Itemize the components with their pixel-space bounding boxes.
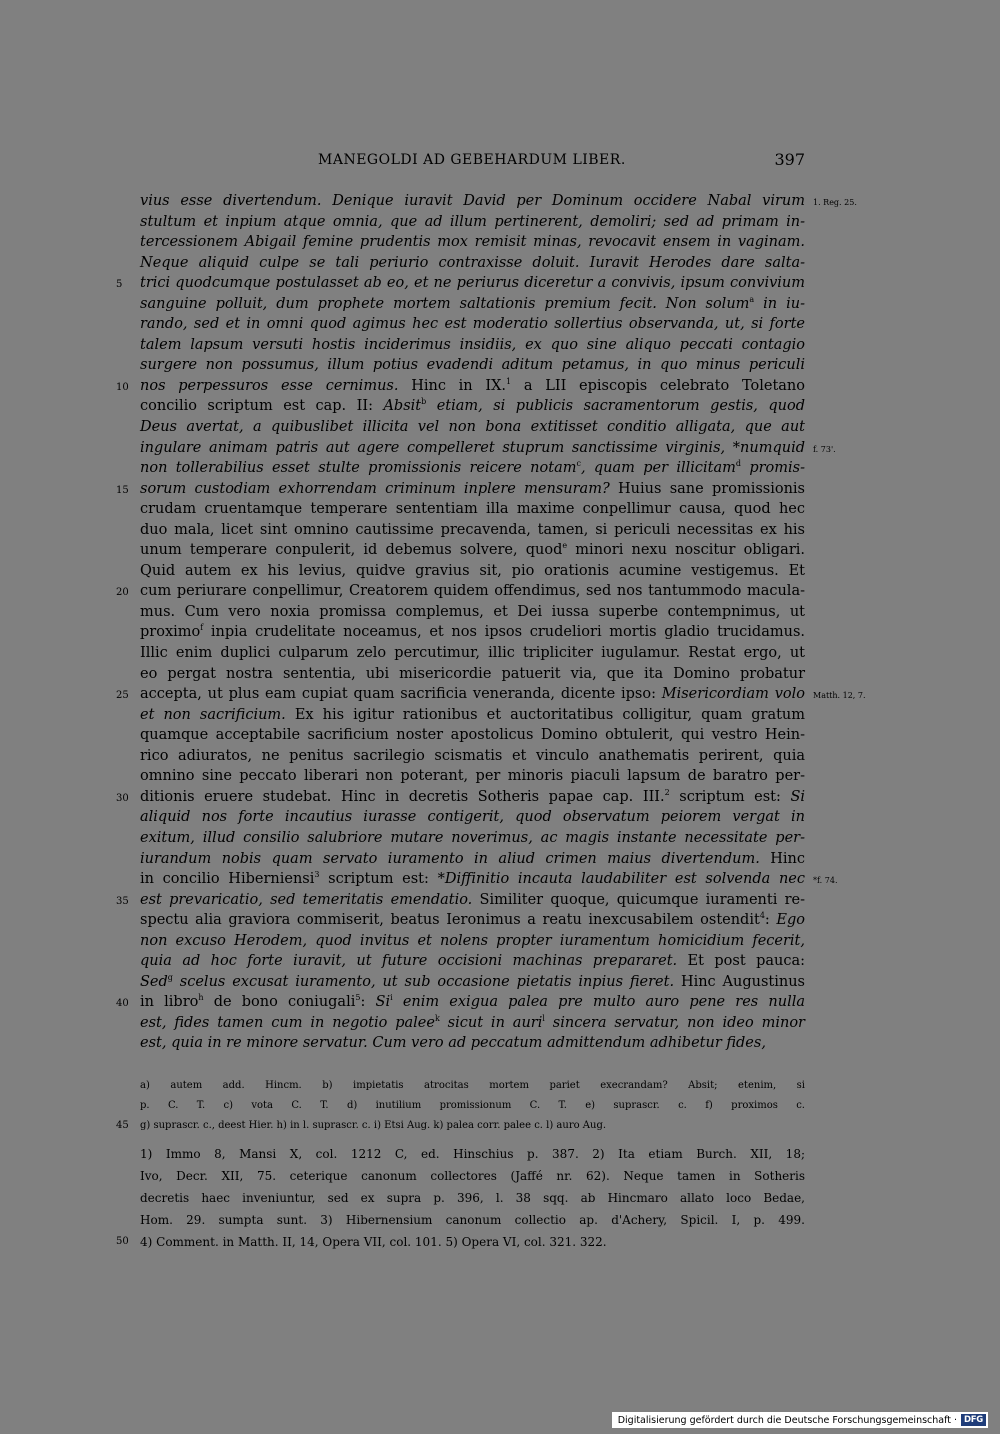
text-line [116,992,806,1013]
text-line [140,664,805,685]
text-segment: mus. Cum vero noxia promissa complemus, et Dei iussa superbe contempnimus, ut [140,603,805,620]
text-line [140,910,805,931]
line-number: 15 [116,484,129,496]
text-line [140,212,805,233]
text-segment: ingulare animam patris aut agere compelleret stuprum sanctissime virginis, *numquid [140,439,805,456]
text-segment: inpia crudelitate noceamus, et nos ipsos crudeliori mortis gladio trucidamus. [203,624,805,641]
text-line [140,191,857,212]
text-segment: scriptum est: [319,871,438,888]
text-line [116,684,866,705]
text-segment: rico adiuratos, ne penitus sacrilegio scismatis et vinculo anathematis perirent, quia [140,747,805,764]
text-segment: in iu- [754,295,805,312]
text-segment: : [764,912,777,929]
text-line [140,746,805,767]
footer-credit-text: Digitalisierung gefördert durch die Deutsche Forschungsgemeinschaft · [617,1414,958,1426]
text-line [140,417,805,438]
footnote-marker: g [167,972,173,982]
page-header [140,152,805,176]
line-number: 45 [116,1120,129,1131]
text-segment: unum temperare conpulerit, id debemus solvere, quod [140,542,563,559]
footnote-line-text: Ivo, Decr. XII, 75. ceterique canonum collectores (Jaffé nr. 62). Neque tamen in Sotheris [140,1169,805,1183]
footnote-marker: b [421,397,427,407]
text-segment: crudam cruentamque temperare sententiam illa maxime conpellimur causa, quod hec [140,501,805,518]
critical-apparatus [116,1076,805,1136]
footnote-marker: 3 [314,870,320,880]
text-line [140,766,805,787]
margin-note: *f. 74. [813,876,838,886]
footnote-marker: 4 [759,911,765,921]
text-segment: proximo [140,624,201,641]
footnote-line [140,1165,805,1187]
text-segment: scelus excusat iuramento, ut sub occasione pietatis inpius fieret. [172,973,675,990]
text-segment: Ex his igitur rationibus et auctoritatibus colligitur, quam gratum [285,706,806,723]
text-line [140,1013,805,1034]
text-segment: spectu alia graviora commiserit, beatus Ieronimus a reatu inexcusabilem ostendit [140,912,760,929]
apparatus-line-text: p. C. T. c) vota C. T. d) inutilium promissionum C. T. e) suprascr. c. f) proximos c. [140,1100,805,1111]
dfg-logo-icon: DFG [961,1414,986,1426]
text-line [116,581,805,602]
text-segment: in libro [140,994,199,1011]
text-line [140,335,805,356]
text-line [140,232,805,253]
text-line [116,273,805,294]
text-segment: quia ad hoc forte iuravit, ut future occisioni machinas prepararet. [140,953,678,970]
main-text [116,191,866,1054]
footnote-marker: e [562,541,568,551]
text-segment: tercessionem Abigail femine prudentis mox remisit minas, revocavit ensem in vaginam. [140,234,805,251]
text-segment: stultum et inpium atque omnia, que ad illum pertinerent, demoliri; sed ad primam in- [140,213,805,230]
line-number: 20 [116,587,129,599]
footnote-marker: a [749,294,755,304]
apparatus-line-text: a) autem add. Hincm. b) impietatis atrocitas mortem pariet execrandam? Absit; etenim, si [140,1080,805,1091]
footnote-line [140,1187,805,1209]
text-segment: non excuso Herodem, quod invitus et nolens propter iuramentum homicidium fecerit, [140,932,805,949]
line-number: 30 [116,792,129,804]
text-line [140,1033,805,1054]
text-line [116,890,805,911]
footnotes [116,1143,805,1253]
footnote-marker: 1 [506,377,512,387]
apparatus-line-text: g) suprascr. c., deest Hier. h) in l. suprascr. c. i) Etsi Aug. k) palea corr. palee c. l) auro Aug. [140,1120,607,1131]
apparatus-line [140,1096,805,1116]
footnote-marker: 2 [664,788,670,798]
text-segment: Quid autem ex his levius, quidve gravius sit, pio orationis acumine vestigemus. Et [140,562,805,579]
footnote-line [140,1143,805,1165]
text-segment: non tollerabilius esset stulte promissionis reicere notam [140,460,577,477]
footnote-line-text: 1) Immo 8, Mansi X, col. 1212 C, ed. Hinschius p. 387. 2) Ita etiam Burch. XII, 18; [140,1147,805,1161]
footnote-marker: f [200,623,204,633]
text-line [140,561,805,582]
text-segment: Si [790,788,806,805]
text-line [140,540,805,561]
footnote-marker: d [735,459,742,469]
text-line [140,869,838,890]
footnote-marker: c [576,459,581,469]
footnote-line-text: decretis haec inveniuntur, sed ex supra p. 396, l. 38 sqq. ab Hincmaro allato loco Bedae, [140,1191,805,1205]
text-segment: accepta, ut plus eam cupiat quam sacrificia veneranda, dicente ipso: [140,686,662,703]
text-line [140,849,805,870]
text-segment: concilio scriptum est cap. II: [140,398,384,415]
text-segment: Si [375,994,391,1011]
running-title: MANEGOLDI AD GEBEHARDUM LIBER. [318,152,626,168]
text-segment: rando, sed et in omni quod agimus hec est moderatio sollertius observanda, ut, si forte [140,316,805,333]
text-line [140,705,805,726]
text-line [140,314,805,335]
text-line [140,499,805,520]
text-segment: cum periurare conpellimur, Creatorem quidem offendimus, sed nos tantummodo macula- [140,583,805,600]
text-segment: Sed [140,973,168,990]
text-line [116,787,806,808]
footnote-marker: l [542,1014,545,1024]
text-segment: sanguine polluit, dum prophete mortem saltationis premium fecit. Non solum [140,295,750,312]
text-line [140,828,805,849]
footnote-marker: h [198,993,204,1003]
text-line [140,972,805,993]
text-segment: in concilio Hiberniensi [140,871,315,888]
text-line [140,396,805,417]
text-segment: sicut in auri [439,1014,543,1031]
line-number: 5 [116,279,123,291]
text-segment: surgere non possumus, illum potius evadendi aditum petamus, in quo minus periculi [140,357,805,374]
text-segment: talem lapsum versuti hostis inciderimus insidiis, ex quo sine aliquo peccati contagio [140,336,805,353]
line-number: 50 [116,1236,129,1247]
footnote-marker: i [390,993,393,1003]
text-line [140,253,805,274]
line-number: 35 [116,895,129,907]
text-segment: Hinc Augustinus [674,973,805,990]
text-segment: de bono coniugali [203,994,356,1011]
footnote-line [116,1231,805,1253]
line-number: 40 [116,998,129,1010]
text-line [140,520,805,541]
text-line [140,931,805,952]
margin-note: 1. Reg. 25. [813,198,857,207]
text-segment: iurandum nobis quam servato iuramento in aliud crimen maius divertendum. [140,850,760,867]
text-line [140,602,805,623]
text-segment: ditionis eruere studebat. Hinc in decretis Sotheris papae cap. III. [140,788,665,805]
footer-credit [612,1412,988,1428]
line-number: 25 [116,690,129,702]
text-segment: Similiter quoque, quicumque iuramenti re- [472,891,805,908]
text-line [140,807,805,828]
text-line [140,622,805,643]
text-segment: est, quia in re minore servatur. Cum vero ad peccatum admittendum adhibetur fides, [140,1035,766,1052]
footnote-marker: 5 [355,993,361,1003]
text-segment: vius esse divertendum. Denique iuravit David per Dominum occidere Nabal virum [140,193,805,209]
margin-note: Matth. 12, 7. [813,691,866,701]
text-segment: Deus avertat, a quibuslibet illicita vel non bona extitisset conditio alligata, que aut [140,419,805,436]
text-segment: sincera servatur, non ideo minor [544,1014,805,1031]
text-segment: est prevaricatio, sed temeritatis emendatio. [140,891,473,908]
footnote-line-text: Hom. 29. sumpta sunt. 3) Hibernensium canonum collectio ap. d'Achery, Spicil. I, p. 499. [140,1213,805,1227]
text-line [140,643,805,664]
footnote-line [140,1209,805,1231]
footnote-line-text: 4) Comment. in Matth. II, 14, Opera VII, col. 101. 5) Opera VI, col. 321. 322. [140,1235,607,1249]
text-segment: omnino sine peccato liberari non poterant, per minoris piaculi lapsum de baratro per- [140,768,805,785]
text-segment: Illic enim duplici culparum zelo percutimur, illic tripliciter iugulamur. Restat ergo, ut [140,645,805,662]
text-line [116,376,805,397]
text-segment: Hinc [759,850,805,867]
text-segment: quamque acceptabile sacrificium noster apostolicus Domino obtulerit, qui vestro Hein- [140,727,805,744]
page-number: 397 [774,150,805,169]
text-line [116,479,805,500]
text-segment: enim exigua palea pre multo auro pene res nulla [392,994,806,1011]
text-segment: scriptum est: [669,788,791,805]
text-segment: aliquid nos forte incautius iurasse contigerit, quod observatum peiorem vergat in [140,809,805,826]
text-segment: est, fides tamen cum in negotio palee [140,1014,435,1031]
apparatus-line [116,1116,805,1136]
text-segment: exitum, illud consilio salubriore mutare noverimus, ac magis instante necessitate per- [140,829,805,846]
text-segment: a LII episcopis celebrato Toletano [511,377,805,394]
line-number: 10 [116,381,129,393]
text-segment: Huius sane promissionis [609,480,805,497]
text-segment: Neque aliquid culpe se tali periurio contraxisse doluit. Iuravit Herodes dare salta- [140,254,805,271]
text-segment: Ego [776,912,805,929]
text-line [140,294,805,315]
text-segment: minori nexu noscitur obligari. [567,542,806,559]
text-segment: sorum custodiam exhorrendam criminum inplere mensuram? [140,480,610,497]
text-segment: Et post pauca: [677,953,806,970]
text-line [140,951,805,972]
text-segment: Absit [383,398,422,415]
text-segment: : [360,994,376,1011]
text-segment: duo mala, licet sint omnino cautissime precavenda, tamen, si periculi necessitas ex his [140,521,805,538]
text-line [140,458,805,479]
text-segment: et non sacrificium. [140,706,286,723]
margin-note: f. 73'. [813,444,836,454]
text-segment: nos perpessuros esse cernimus. [140,377,399,394]
text-segment: Hinc in IX. [398,377,507,394]
text-segment: promis- [741,460,806,477]
text-segment: trici quodcumque postulasset ab eo, et ne periurus diceretur a convivis, ipsum convivium [140,275,805,292]
text-segment: , quam per illicitam [580,460,736,477]
text-line [140,725,805,746]
text-segment: etiam, si publicis sacramentorum gestis, quod [426,398,805,415]
text-segment: Misericordiam volo [661,686,805,703]
text-segment: eo pergat nostra sententia, ubi misericordie patuerit via, que ita Domino probatur [140,665,805,682]
text-line [140,355,805,376]
text-segment: *Diffinitio incauta laudabiliter est solvenda nec [437,871,806,888]
text-line [140,438,836,459]
apparatus-line [140,1076,805,1096]
footnote-marker: k [434,1014,440,1024]
